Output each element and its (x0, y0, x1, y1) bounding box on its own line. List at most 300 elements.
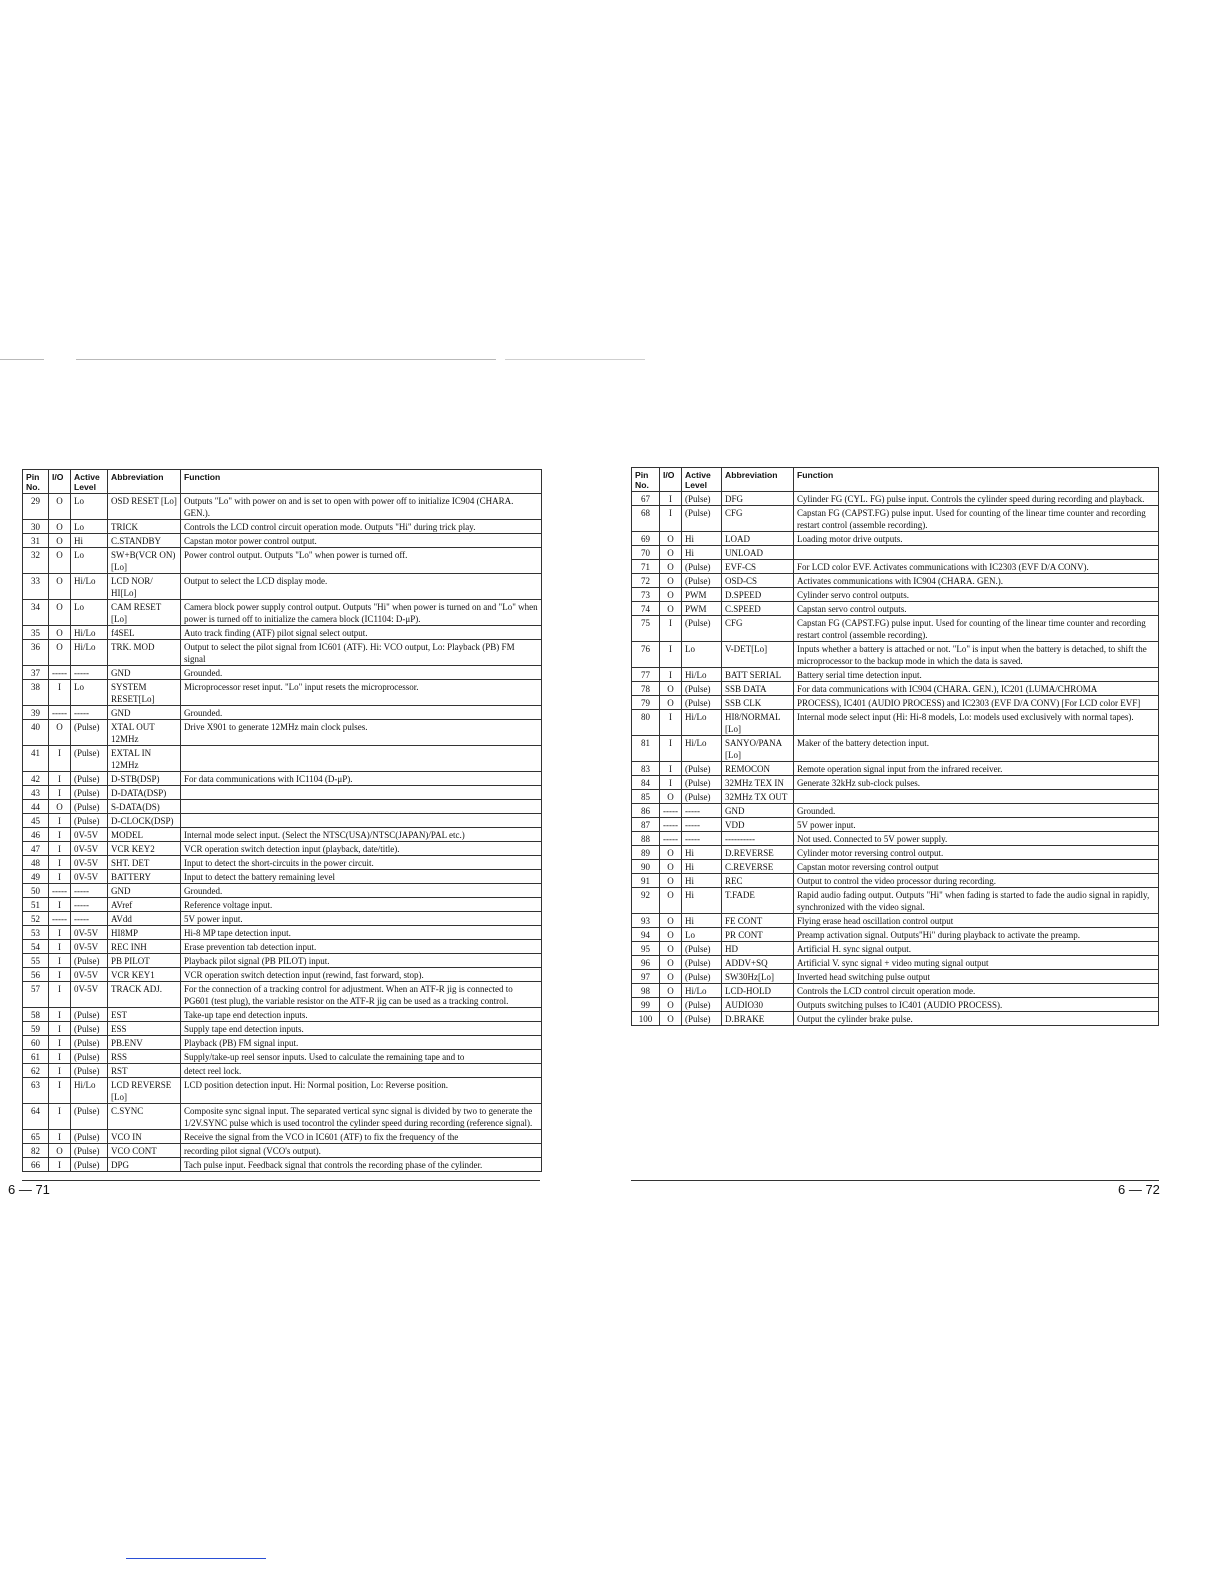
col-header-active-level: Active Level (71, 470, 108, 494)
table-row (23, 534, 542, 548)
active-level-cell: 0V-5V (71, 940, 108, 954)
pin-function-table-left (22, 469, 542, 1172)
abbreviation-cell: LCD NOR/ HI[Lo] (108, 574, 181, 600)
table-row (632, 506, 1159, 532)
table-row (23, 800, 542, 814)
function-cell (181, 800, 542, 814)
function-cell: PROCESS), IC401 (AUDIO PROCESS) and IC2303 (EVF D/A CONV) [For LCD color EVF] (794, 696, 1159, 710)
table-row (23, 720, 542, 746)
io-cell: O (49, 520, 71, 534)
io-cell: O (660, 682, 682, 696)
table-row (632, 914, 1159, 928)
io-cell: ----- (660, 832, 682, 846)
table-row (632, 888, 1159, 914)
io-cell: I (660, 668, 682, 682)
active-level-cell: (Pulse) (71, 800, 108, 814)
abbreviation-cell: S-DATA(DS) (108, 800, 181, 814)
io-cell: O (660, 888, 682, 914)
function-cell: Remote operation signal input from the infrared receiver. (794, 762, 1159, 776)
active-level-cell: (Pulse) (71, 1008, 108, 1022)
active-level-cell: Hi (71, 534, 108, 548)
page-number-left: 6 — 71 (8, 1182, 50, 1197)
col-header-abbreviation: Abbreviation (108, 470, 181, 494)
table-row (23, 548, 542, 574)
pin-cell: 73 (632, 588, 660, 602)
active-level-cell: ----- (682, 804, 722, 818)
io-cell: ----- (660, 804, 682, 818)
active-level-cell: Hi/Lo (71, 640, 108, 666)
pin-cell: 92 (632, 888, 660, 914)
active-level-cell: Hi/Lo (71, 1078, 108, 1104)
table-row (632, 532, 1159, 546)
active-level-cell: (Pulse) (71, 720, 108, 746)
table-row (632, 588, 1159, 602)
io-cell: I (49, 968, 71, 982)
abbreviation-cell: V-DET[Lo] (722, 642, 794, 668)
table-row (23, 898, 542, 912)
active-level-cell: (Pulse) (682, 506, 722, 532)
function-cell: Grounded. (794, 804, 1159, 818)
active-level-cell: Lo (71, 520, 108, 534)
active-level-cell: (Pulse) (71, 1050, 108, 1064)
io-cell: I (49, 1050, 71, 1064)
table-body-right (632, 492, 1159, 1026)
io-cell: I (660, 762, 682, 776)
active-level-cell: (Pulse) (682, 574, 722, 588)
io-cell: O (660, 532, 682, 546)
table-row (632, 818, 1159, 832)
pin-cell: 79 (632, 696, 660, 710)
io-cell: I (660, 506, 682, 532)
abbreviation-cell: VCO CONT (108, 1144, 181, 1158)
active-level-cell: 0V-5V (71, 926, 108, 940)
function-cell: Flying erase head oscillation control output (794, 914, 1159, 928)
io-cell: O (49, 800, 71, 814)
function-cell: Outputs switching pulses to IC401 (AUDIO PROCESS). (794, 998, 1159, 1012)
active-level-cell: Hi/Lo (682, 668, 722, 682)
pin-cell: 95 (632, 942, 660, 956)
function-cell: For LCD color EVF. Activates communications with IC2303 (EVF D/A CONV). (794, 560, 1159, 574)
pin-cell: 51 (23, 898, 49, 912)
pin-cell: 45 (23, 814, 49, 828)
active-level-cell: 0V-5V (71, 842, 108, 856)
active-level-cell: Hi (682, 874, 722, 888)
abbreviation-cell: LCD REVERSE [Lo] (108, 1078, 181, 1104)
abbreviation-cell: UNLOAD (722, 546, 794, 560)
io-cell: ----- (49, 884, 71, 898)
abbreviation-cell: SW+B(VCR ON) [Lo] (108, 548, 181, 574)
io-cell: I (660, 776, 682, 790)
table-row (23, 520, 542, 534)
io-cell: O (660, 574, 682, 588)
pin-cell: 74 (632, 602, 660, 616)
pin-cell: 97 (632, 970, 660, 984)
function-cell: Cylinder motor reversing control output. (794, 846, 1159, 860)
table-row (632, 668, 1159, 682)
function-cell: Grounded. (181, 884, 542, 898)
pin-function-table-right (631, 467, 1159, 1026)
io-cell: O (660, 956, 682, 970)
pin-cell: 39 (23, 706, 49, 720)
function-cell: Capstan motor reversing control output (794, 860, 1159, 874)
io-cell: O (660, 860, 682, 874)
io-cell: I (49, 926, 71, 940)
io-cell: I (49, 1022, 71, 1036)
abbreviation-cell: VDD (722, 818, 794, 832)
table-row (23, 870, 542, 884)
footer-rule-left (22, 1180, 540, 1181)
pin-cell: 42 (23, 772, 49, 786)
io-cell: I (49, 680, 71, 706)
io-cell: I (49, 856, 71, 870)
abbreviation-cell: HI8/NORMAL [Lo] (722, 710, 794, 736)
active-level-cell: (Pulse) (71, 1064, 108, 1078)
io-cell: O (660, 984, 682, 998)
table-row (632, 762, 1159, 776)
active-level-cell: (Pulse) (71, 1104, 108, 1130)
pin-cell: 32 (23, 548, 49, 574)
function-cell: Maker of the battery detection input. (794, 736, 1159, 762)
pin-cell: 71 (632, 560, 660, 574)
function-cell: LCD position detection input. Hi: Normal position, Lo: Reverse position. (181, 1078, 542, 1104)
io-cell: I (49, 1078, 71, 1104)
abbreviation-cell: SHT. DET (108, 856, 181, 870)
function-cell: Output to control the video processor during recording. (794, 874, 1159, 888)
active-level-cell: Hi (682, 532, 722, 546)
pin-cell: 48 (23, 856, 49, 870)
abbreviation-cell: 32MHz TEX IN (722, 776, 794, 790)
io-cell: ----- (660, 818, 682, 832)
scan-rule-top (0, 359, 44, 360)
active-level-cell: (Pulse) (71, 1036, 108, 1050)
pin-cell: 88 (632, 832, 660, 846)
function-cell: Grounded. (181, 666, 542, 680)
pin-cell: 93 (632, 914, 660, 928)
io-cell: I (49, 786, 71, 800)
io-cell: I (49, 1036, 71, 1050)
function-cell: Supply/take-up reel sensor inputs. Used to calculate the remaining tape and to (181, 1050, 542, 1064)
io-cell: I (660, 736, 682, 762)
function-cell: Tach pulse input. Feedback signal that controls the recording phase of the cylinder. (181, 1158, 542, 1172)
pin-cell: 57 (23, 982, 49, 1008)
function-cell: Composite sync signal input. The separated vertical sync signal is divided by two to generate the 1/2V.SYNC pulse which is used tocontrol the cylinder speed during recording (reference signal). (181, 1104, 542, 1130)
function-cell: Cylinder FG (CYL. FG) pulse input. Controls the cylinder speed during recording and playback. (794, 492, 1159, 506)
abbreviation-cell: TRK. MOD (108, 640, 181, 666)
function-cell: Internal mode select input (Hi: Hi-8 models, Lo: models used exclusively with normal tapes). (794, 710, 1159, 736)
function-cell: Hi-8 MP tape detection input. (181, 926, 542, 940)
table-row (23, 626, 542, 640)
col-header-pin: Pin No. (23, 470, 49, 494)
pin-cell: 91 (632, 874, 660, 888)
function-cell (794, 546, 1159, 560)
pin-cell: 37 (23, 666, 49, 680)
table-header-row (632, 468, 1159, 492)
table-row (23, 1050, 542, 1064)
abbreviation-cell: VCO IN (108, 1130, 181, 1144)
active-level-cell: Hi/Lo (71, 574, 108, 600)
function-cell: Reference voltage input. (181, 898, 542, 912)
io-cell: O (660, 602, 682, 616)
table-row (632, 804, 1159, 818)
active-level-cell: ----- (71, 706, 108, 720)
active-level-cell: Lo (682, 642, 722, 668)
function-cell (181, 814, 542, 828)
function-cell: Playback pilot signal (PB PILOT) input. (181, 954, 542, 968)
abbreviation-cell: REMOCON (722, 762, 794, 776)
function-cell: Rapid audio fading output. Outputs "Hi" when fading is started to fade the audio signal in rapidly, synchronized with the video signal. (794, 888, 1159, 914)
io-cell: I (660, 616, 682, 642)
pin-cell: 86 (632, 804, 660, 818)
abbreviation-cell: EVF-CS (722, 560, 794, 574)
active-level-cell: Lo (71, 680, 108, 706)
active-level-cell: (Pulse) (71, 954, 108, 968)
pin-cell: 99 (632, 998, 660, 1012)
pin-cell: 34 (23, 600, 49, 626)
pin-cell: 31 (23, 534, 49, 548)
function-cell: Cylinder servo control outputs. (794, 588, 1159, 602)
function-cell: Inputs whether a battery is attached or not. "Lo" is input when the battery is detached, to shift the microprocessor to the backup mode in which the data is saved. (794, 642, 1159, 668)
pin-cell: 72 (632, 574, 660, 588)
io-cell: ----- (49, 706, 71, 720)
function-cell: Input to detect the short-circuits in the power circuit. (181, 856, 542, 870)
scan-rule-top (505, 359, 645, 360)
pin-cell: 94 (632, 928, 660, 942)
abbreviation-cell: TRACK ADJ. (108, 982, 181, 1008)
pin-cell: 41 (23, 746, 49, 772)
table-header-row (23, 470, 542, 494)
active-level-cell: 0V-5V (71, 856, 108, 870)
function-cell: Capstan servo control outputs. (794, 602, 1159, 616)
function-cell: Internal mode select input. (Select the NTSC(USA)/NTSC(JAPAN)/PAL etc.) (181, 828, 542, 842)
table-row (23, 856, 542, 870)
table-row (632, 616, 1159, 642)
table-row (23, 1008, 542, 1022)
table-row (23, 706, 542, 720)
pin-cell: 65 (23, 1130, 49, 1144)
function-cell (181, 746, 542, 772)
pin-cell: 54 (23, 940, 49, 954)
abbreviation-cell: EST (108, 1008, 181, 1022)
function-cell: Capstan FG (CAPST.FG) pulse input. Used for counting of the linear time counter and recording restart control (assemble recording). (794, 616, 1159, 642)
abbreviation-cell: f4SEL (108, 626, 181, 640)
table-row (632, 642, 1159, 668)
pin-cell: 84 (632, 776, 660, 790)
table-row (632, 602, 1159, 616)
io-cell: I (49, 746, 71, 772)
function-cell: Output the cylinder brake pulse. (794, 1012, 1159, 1026)
abbreviation-cell: PB.ENV (108, 1036, 181, 1050)
active-level-cell: (Pulse) (682, 492, 722, 506)
abbreviation-cell: SW30Hz[Lo] (722, 970, 794, 984)
table-row (23, 940, 542, 954)
io-cell: O (660, 914, 682, 928)
active-level-cell: (Pulse) (682, 970, 722, 984)
function-cell: Battery serial time detection input. (794, 668, 1159, 682)
active-level-cell: (Pulse) (71, 814, 108, 828)
pin-cell: 47 (23, 842, 49, 856)
active-level-cell: ----- (71, 666, 108, 680)
abbreviation-cell: FE CONT (722, 914, 794, 928)
table-row (23, 926, 542, 940)
io-cell: O (660, 998, 682, 1012)
abbreviation-cell: BATTERY (108, 870, 181, 884)
pin-cell: 90 (632, 860, 660, 874)
function-cell: Inverted head switching pulse output (794, 970, 1159, 984)
function-cell: Microprocessor reset input. "Lo" input resets the microprocessor. (181, 680, 542, 706)
function-cell: Playback (PB) FM signal input. (181, 1036, 542, 1050)
pin-cell: 77 (632, 668, 660, 682)
pin-cell: 55 (23, 954, 49, 968)
active-level-cell: Hi (682, 888, 722, 914)
abbreviation-cell: HD (722, 942, 794, 956)
table-row (23, 574, 542, 600)
page-number-right: 6 — 72 (1118, 1182, 1160, 1197)
function-cell: VCR operation switch detection input (playback, date/title). (181, 842, 542, 856)
abbreviation-cell: 32MHz TX OUT (722, 790, 794, 804)
table-row (23, 884, 542, 898)
pin-cell: 60 (23, 1036, 49, 1050)
function-cell: For data communications with IC904 (CHARA. GEN.), IC201 (LUMA/CHROMA (794, 682, 1159, 696)
function-cell: Input to detect the battery remaining level (181, 870, 542, 884)
function-cell: Artificial V. sync signal + video muting signal output (794, 956, 1159, 970)
table-row (23, 666, 542, 680)
table-row (23, 1130, 542, 1144)
abbreviation-cell: TRICK (108, 520, 181, 534)
abbreviation-cell: GND (108, 666, 181, 680)
abbreviation-cell: CFG (722, 616, 794, 642)
table-row (23, 640, 542, 666)
scan-rule-top (76, 359, 496, 360)
abbreviation-cell: GND (722, 804, 794, 818)
abbreviation-cell: SSB DATA (722, 682, 794, 696)
table-row (632, 956, 1159, 970)
io-cell: ----- (49, 912, 71, 926)
abbreviation-cell: D.REVERSE (722, 846, 794, 860)
pin-cell: 87 (632, 818, 660, 832)
active-level-cell: PWM (682, 602, 722, 616)
abbreviation-cell: SANYO/PANA [Lo] (722, 736, 794, 762)
io-cell: I (660, 710, 682, 736)
abbreviation-cell: LCD-HOLD (722, 984, 794, 998)
pin-cell: 50 (23, 884, 49, 898)
pin-cell: 75 (632, 616, 660, 642)
active-level-cell: (Pulse) (71, 786, 108, 800)
table-row (632, 1012, 1159, 1026)
abbreviation-cell: VCR KEY1 (108, 968, 181, 982)
pin-cell: 49 (23, 870, 49, 884)
abbreviation-cell: D-DATA(DSP) (108, 786, 181, 800)
pin-cell: 43 (23, 786, 49, 800)
pin-cell: 100 (632, 1012, 660, 1026)
io-cell: I (49, 1130, 71, 1144)
table-row (632, 970, 1159, 984)
col-header-io: I/O (660, 468, 682, 492)
io-cell: O (660, 1012, 682, 1026)
pin-cell: 33 (23, 574, 49, 600)
abbreviation-cell: ESS (108, 1022, 181, 1036)
col-header-active-level: Active Level (682, 468, 722, 492)
io-cell: O (49, 548, 71, 574)
abbreviation-cell: REC INH (108, 940, 181, 954)
abbreviation-cell: DFG (722, 492, 794, 506)
active-level-cell: Hi/Lo (71, 626, 108, 640)
abbreviation-cell: PR CONT (722, 928, 794, 942)
table-body-left (23, 494, 542, 1172)
active-level-cell: Hi (682, 846, 722, 860)
pin-cell: 96 (632, 956, 660, 970)
active-level-cell: ----- (682, 832, 722, 846)
function-cell: 5V power input. (181, 912, 542, 926)
io-cell: O (49, 1144, 71, 1158)
function-cell: Auto track finding (ATF) pilot signal select output. (181, 626, 542, 640)
table-row (632, 696, 1159, 710)
active-level-cell: Lo (682, 928, 722, 942)
active-level-cell: (Pulse) (682, 616, 722, 642)
function-cell: Drive X901 to generate 12MHz main clock pulses. (181, 720, 542, 746)
active-level-cell: (Pulse) (682, 776, 722, 790)
abbreviation-cell: DPG (108, 1158, 181, 1172)
function-cell: Grounded. (181, 706, 542, 720)
active-level-cell: (Pulse) (71, 1158, 108, 1172)
active-level-cell: 0V-5V (71, 870, 108, 884)
pin-cell: 85 (632, 790, 660, 804)
pin-cell: 59 (23, 1022, 49, 1036)
abbreviation-cell: C.SPEED (722, 602, 794, 616)
table-row (23, 786, 542, 800)
io-cell: O (49, 494, 71, 520)
function-cell (181, 786, 542, 800)
io-cell: I (49, 828, 71, 842)
abbreviation-cell: C.REVERSE (722, 860, 794, 874)
pin-cell: 67 (632, 492, 660, 506)
pin-cell: 68 (632, 506, 660, 532)
active-level-cell: (Pulse) (682, 762, 722, 776)
function-cell: Erase prevention tab detection input. (181, 940, 542, 954)
abbreviation-cell: C.SYNC (108, 1104, 181, 1130)
function-cell: detect reel lock. (181, 1064, 542, 1078)
table-row (23, 1022, 542, 1036)
pin-cell: 69 (632, 532, 660, 546)
io-cell: I (49, 772, 71, 786)
active-level-cell: Hi/Lo (682, 710, 722, 736)
abbreviation-cell: AVref (108, 898, 181, 912)
active-level-cell: (Pulse) (682, 682, 722, 696)
pin-cell: 46 (23, 828, 49, 842)
pin-cell: 63 (23, 1078, 49, 1104)
table-row (632, 860, 1159, 874)
abbreviation-cell: RST (108, 1064, 181, 1078)
io-cell: O (49, 640, 71, 666)
function-cell (794, 790, 1159, 804)
function-cell: Output to select the LCD display mode. (181, 574, 542, 600)
table-row (23, 1144, 542, 1158)
col-header-io: I/O (49, 470, 71, 494)
pin-cell: 30 (23, 520, 49, 534)
io-cell: I (49, 1104, 71, 1130)
active-level-cell: (Pulse) (682, 1012, 722, 1026)
function-cell: Supply tape end detection inputs. (181, 1022, 542, 1036)
table-row (23, 600, 542, 626)
pin-cell: 61 (23, 1050, 49, 1064)
io-cell: O (660, 546, 682, 560)
table-row (632, 492, 1159, 506)
pin-cell: 36 (23, 640, 49, 666)
pin-cell: 83 (632, 762, 660, 776)
io-cell: O (49, 720, 71, 746)
active-level-cell: (Pulse) (71, 772, 108, 786)
table-row (23, 1078, 542, 1104)
active-level-cell: Hi (682, 546, 722, 560)
